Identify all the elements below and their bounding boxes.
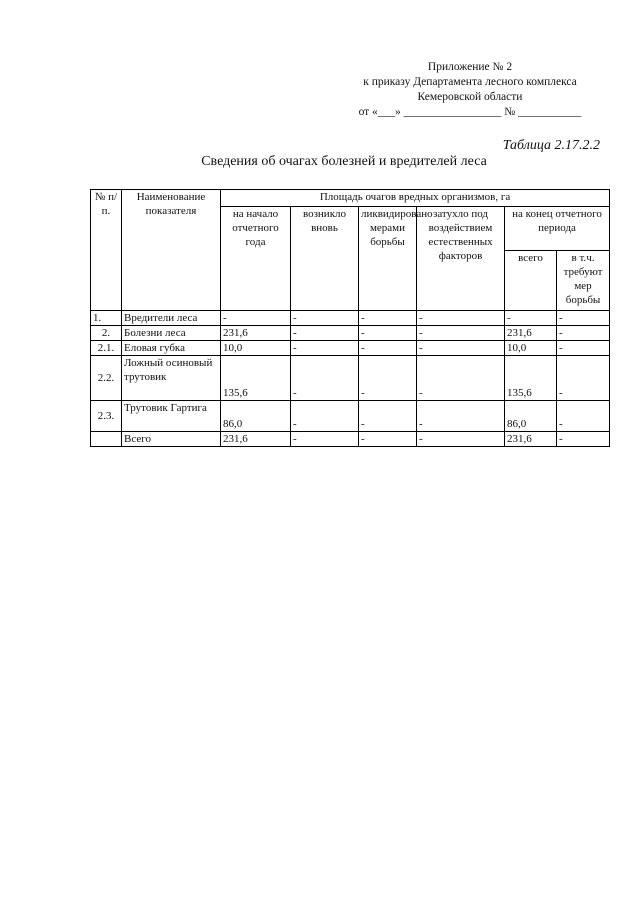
row-num: 2.3. <box>91 401 122 432</box>
row-faded: - <box>417 311 505 326</box>
row-num: 2.2. <box>91 356 122 401</box>
appendix-block <box>340 60 600 120</box>
row-total: 231,6 <box>505 326 557 341</box>
row-name: Болезни леса <box>122 326 221 341</box>
table-number: Таблица 2.17.2.2 <box>502 138 600 153</box>
table-row <box>91 356 610 401</box>
row-faded: - <box>417 401 505 432</box>
row-liquidated: - <box>359 356 417 401</box>
row-start: 135,6 <box>221 356 291 401</box>
row-new: - <box>291 311 359 326</box>
row-total: 135,6 <box>505 356 557 401</box>
appendix-line-1: Приложение № 2 <box>427 61 513 73</box>
row-num: 1. <box>91 311 122 326</box>
appendix-line-3: Кемеровской области <box>417 91 523 103</box>
row-name: Вредители леса <box>122 311 221 326</box>
pest-disease-table <box>90 189 610 447</box>
row-need: - <box>557 432 610 447</box>
table-row <box>91 341 610 356</box>
row-new: - <box>291 401 359 432</box>
row-total: 10,0 <box>505 341 557 356</box>
header-area: Площадь очагов вредных организмов, га <box>221 190 610 207</box>
row-start: 231,6 <box>221 326 291 341</box>
row-new: - <box>291 341 359 356</box>
row-need: - <box>557 356 610 401</box>
row-name: Ложный осиновый трутовик <box>122 356 221 401</box>
appendix-line-2: к приказу Департамента лесного комплекса <box>363 76 577 88</box>
header-faded: затухло под воздействием естественных факторов <box>417 207 505 311</box>
row-new: - <box>291 356 359 401</box>
header-name: Наименование показателя <box>122 190 221 311</box>
row-start: - <box>221 311 291 326</box>
row-faded: - <box>417 341 505 356</box>
table-row <box>91 401 610 432</box>
row-faded: - <box>417 356 505 401</box>
row-name: Еловая губка <box>122 341 221 356</box>
row-num: 2. <box>91 326 122 341</box>
row-num: 2.1. <box>91 341 122 356</box>
row-name: Всего <box>122 432 221 447</box>
row-start: 86,0 <box>221 401 291 432</box>
row-faded: - <box>417 326 505 341</box>
header-end-need: в т.ч. требуют мер борьбы <box>557 251 610 311</box>
row-need: - <box>557 401 610 432</box>
document-title: Сведения об очагах болезней и вредителей леса <box>201 154 487 169</box>
row-name: Трутовик Гартига <box>122 401 221 432</box>
header-new: возникло вновь <box>291 207 359 311</box>
row-need: - <box>557 311 610 326</box>
row-total: - <box>505 311 557 326</box>
table-row <box>91 326 610 341</box>
row-liquidated: - <box>359 432 417 447</box>
row-liquidated: - <box>359 341 417 356</box>
row-need: - <box>557 341 610 356</box>
row-total: 231,6 <box>505 432 557 447</box>
row-total: 86,0 <box>505 401 557 432</box>
row-need: - <box>557 326 610 341</box>
row-new: - <box>291 326 359 341</box>
header-end-total: всего <box>505 251 557 311</box>
table-row-total <box>91 432 610 447</box>
header-num: № п/п. <box>91 190 122 311</box>
row-num <box>91 432 122 447</box>
row-new: - <box>291 432 359 447</box>
row-liquidated: - <box>359 401 417 432</box>
row-start: 231,6 <box>221 432 291 447</box>
row-start: 10,0 <box>221 341 291 356</box>
row-liquidated: - <box>359 311 417 326</box>
table-row <box>91 311 610 326</box>
appendix-line-4: от «___» _________________ № ___________ <box>358 106 582 118</box>
header-start: на начало отчетного года <box>221 207 291 311</box>
header-end: на конец отчетного периода <box>505 207 610 251</box>
row-liquidated: - <box>359 326 417 341</box>
row-faded: - <box>417 432 505 447</box>
header-liquidated: ликвидировано мерами борьбы <box>359 207 417 311</box>
